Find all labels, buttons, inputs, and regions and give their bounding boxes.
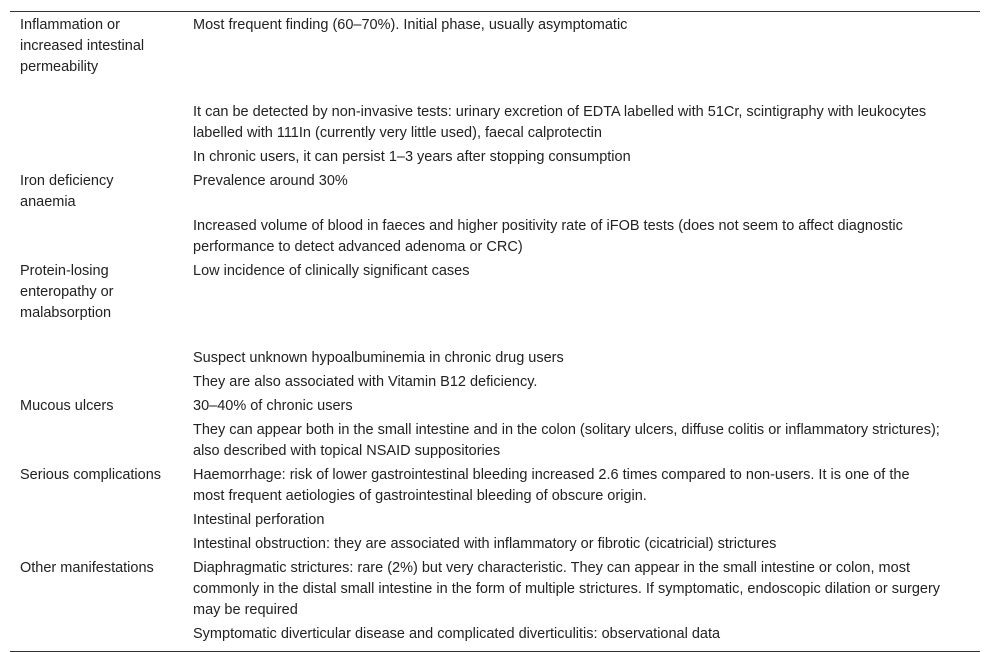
category-cell bbox=[10, 508, 183, 532]
category-cell: Iron deficiency anaemia bbox=[20, 173, 114, 210]
description-cell: Suspect unknown hypoalbuminemia in chronic drug users bbox=[193, 350, 564, 366]
description-cell: Haemorrhage: risk of lower gastrointestinal bleeding increased 2.6 times compared to non-users. It is one of the most frequent aetiologies of gastrointestinal bleeding of obscure origin. bbox=[193, 467, 910, 504]
category-cell bbox=[10, 622, 183, 652]
category-cell: Serious complications bbox=[20, 467, 162, 483]
table-row bbox=[10, 145, 980, 169]
description-cell: Intestinal obstruction: they are associated with inflammatory or fibrotic (cicatricial) strictures bbox=[193, 536, 777, 552]
table-row bbox=[10, 12, 980, 101]
description-cell: They are also associated with Vitamin B12 deficiency. bbox=[193, 374, 538, 390]
description-cell: Most frequent finding (60–70%). Initial phase, usually asymptomatic bbox=[193, 17, 628, 33]
description-cell: 30–40% of chronic users bbox=[193, 398, 353, 414]
category-cell bbox=[10, 346, 183, 370]
manifestations-table-container bbox=[10, 11, 980, 652]
category-cell: Protein-losing enteropathy or malabsorption bbox=[20, 263, 114, 321]
category-cell bbox=[10, 370, 183, 394]
table-row bbox=[10, 508, 980, 532]
table-row bbox=[10, 418, 980, 463]
table-row bbox=[10, 259, 980, 346]
table-row bbox=[10, 370, 980, 394]
table-row bbox=[10, 346, 980, 370]
description-cell: In chronic users, it can persist 1–3 years after stopping consumption bbox=[193, 149, 631, 165]
table-row bbox=[10, 622, 980, 652]
category-cell bbox=[10, 214, 183, 259]
table-row bbox=[10, 532, 980, 556]
description-cell: Increased volume of blood in faeces and higher positivity rate of iFOB tests (does not seem to affect diagnostic performance to detect advanced adenoma or CRC) bbox=[193, 218, 903, 255]
description-cell: They can appear both in the small intestine and in the colon (solitary ulcers, diffuse colitis or inflammatory strictures); also described with topical NSAID suppositories bbox=[193, 422, 940, 459]
table-row bbox=[10, 100, 980, 145]
description-cell: Prevalence around 30% bbox=[193, 173, 348, 189]
table-row bbox=[10, 463, 980, 508]
table-row bbox=[10, 169, 980, 214]
category-cell bbox=[10, 100, 183, 145]
description-cell: Symptomatic diverticular disease and complicated diverticulitis: observational data bbox=[193, 626, 721, 642]
manifestations-table bbox=[10, 11, 980, 652]
category-cell bbox=[10, 418, 183, 463]
category-cell: Inflammation or increased intestinal permeability bbox=[20, 17, 145, 75]
description-cell: Intestinal perforation bbox=[193, 512, 325, 528]
description-cell: Diaphragmatic strictures: rare (2%) but very characteristic. They can appear in the small intestine or colon, most commonly in the distal small intestine in the form of multiple strictures. If symptomatic, endoscopic dilation or surgery may be required bbox=[193, 560, 941, 618]
description-cell: Low incidence of clinically significant cases bbox=[193, 263, 470, 279]
category-cell bbox=[10, 532, 183, 556]
category-cell bbox=[10, 145, 183, 169]
category-cell: Mucous ulcers bbox=[20, 398, 114, 414]
table-row bbox=[10, 556, 980, 622]
category-cell: Other manifestations bbox=[20, 560, 154, 576]
table-row bbox=[10, 394, 980, 418]
table-row bbox=[10, 214, 980, 259]
description-cell: It can be detected by non-invasive tests: urinary excretion of EDTA labelled with 51Cr, scintigraphy with leukocytes labelled with 111In (currently very little used), faecal calprotectin bbox=[193, 104, 927, 141]
